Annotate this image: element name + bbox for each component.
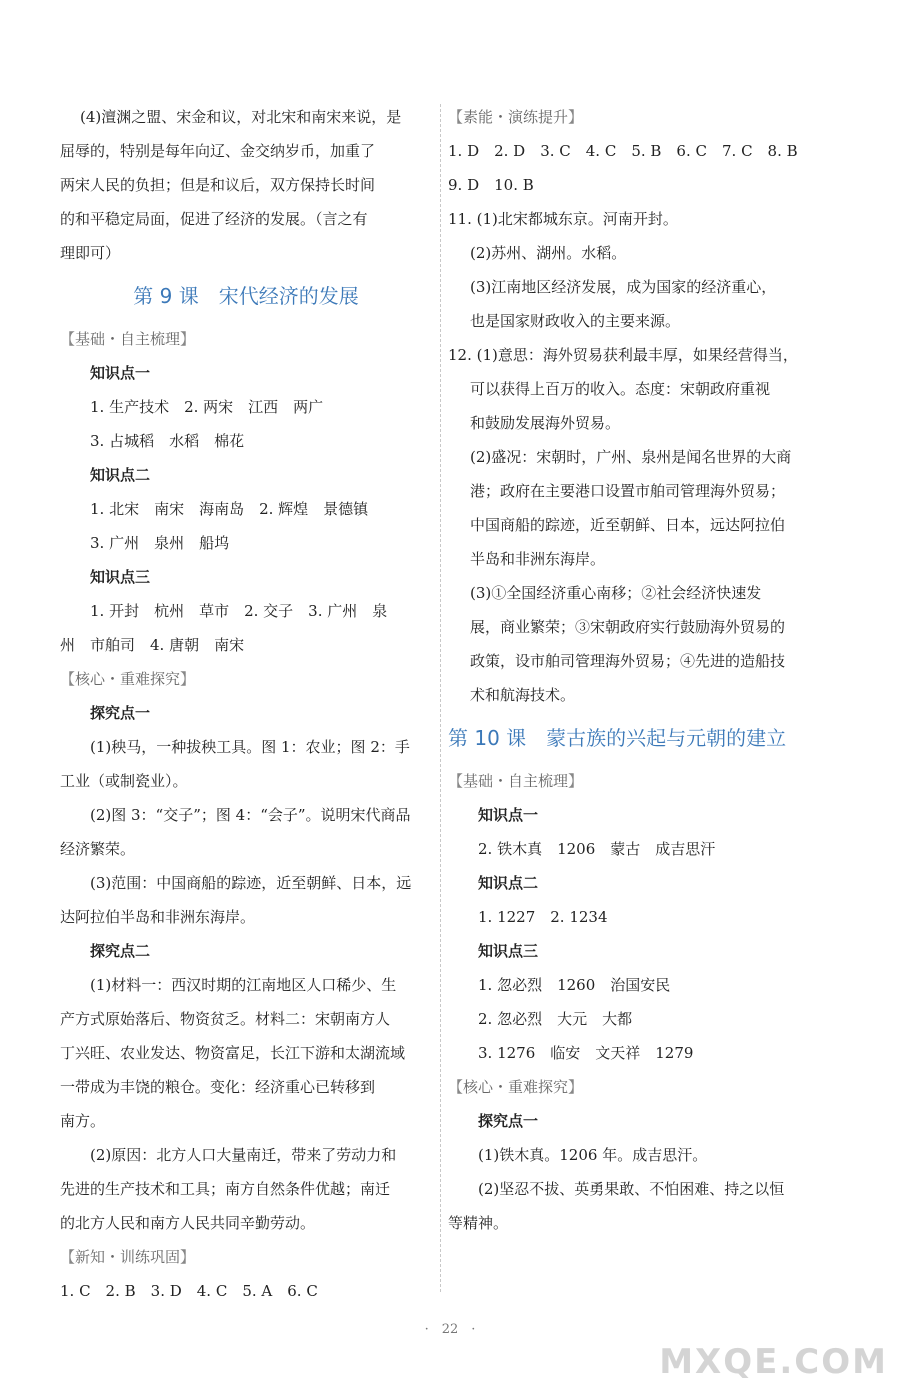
page-number: · 22 · (424, 1322, 476, 1337)
section-tag: 【核心・重难探究】 (60, 670, 196, 688)
text-line: (4)澶渊之盟、宋金和议，对北宋和南宋来说，是 (80, 108, 402, 126)
question-11-line: (3)江南地区经济发展，成为国家的经济重心， (470, 278, 777, 296)
knowledge-point-title: 知识点一 (478, 806, 539, 824)
text-line: 丁兴旺、农业发达、物资富足，长江下游和太湖流域 (60, 1044, 406, 1062)
question-12-line: 港；政府在主要港口设置市舶司管理海外贸易； (470, 482, 786, 500)
answer-line: 3. 占城稻 水稻 棉花 (90, 432, 245, 450)
section-tag: 【基础・自主梳理】 (448, 772, 584, 790)
right-column (448, 100, 830, 1240)
question-12-line: 中国商船的踪迹，近至朝鲜、日本，远达阿拉伯 (470, 516, 786, 534)
answer-line: 1. 北宋 南宋 海南岛 2. 辉煌 景德镇 (90, 500, 369, 518)
answer-line: 2. 忽必烈 大元 大都 (478, 1010, 633, 1028)
question-12-line: (3)①全国经济重心南移；②社会经济快速发 (470, 584, 762, 602)
text-line: (2)坚忍不拔、英勇果敢、不怕困难、持之以恒 (478, 1180, 785, 1198)
text-line: 南方。 (60, 1112, 106, 1130)
text-line: (1)材料一：西汉时期的江南地区人口稀少、生 (90, 976, 397, 994)
answer-line: 1. 生产技术 2. 两宋 江西 两广 (90, 398, 324, 416)
text-line: (2)原因：北方人口大量南迁，带来了劳动力和 (90, 1146, 397, 1164)
answer-line: 3. 1276 临安 文天祥 1279 (478, 1044, 694, 1062)
section-tag: 【新知・训练巩固】 (60, 1248, 196, 1266)
text-line: 两宋人民的负担；但是和议后，双方保持长时间 (60, 176, 376, 194)
text-line: 等精神。 (448, 1214, 509, 1232)
text-line: 一带成为丰饶的粮仓。变化：经济重心已转移到 (60, 1078, 376, 1096)
question-12-line: (2)盛况：宋朝时，广州、泉州是闻名世界的大商 (470, 448, 792, 466)
knowledge-point-title: 知识点三 (90, 568, 151, 586)
answer-line: 2. 铁木真 1206 蒙古 成吉思汗 (478, 840, 716, 858)
text-line: (1)铁木真。1206 年。成吉思汗。 (478, 1146, 708, 1164)
text-line: 工业（或制瓷业）。 (60, 772, 188, 790)
left-column (60, 100, 432, 1308)
knowledge-point-title: 知识点一 (90, 364, 151, 382)
knowledge-point-title: 知识点二 (90, 466, 151, 484)
question-12-line: 展，商业繁荣；③宋朝政府实行鼓励海外贸易的 (470, 618, 786, 636)
question-12-line: 半岛和非洲东海岸。 (470, 550, 606, 568)
lesson-9-title: 第 9 课 宋代经济的发展 (133, 284, 359, 308)
answer-line: 1. 1227 2. 1234 (478, 908, 608, 926)
explore-point-title: 探究点二 (90, 942, 151, 960)
text-line: (1)秧马，一种拔秧工具。图 1：农业；图 2：手 (90, 738, 410, 756)
answer-line: 州 市舶司 4. 唐朝 南宋 (60, 636, 245, 654)
text-line: 理即可） (60, 244, 121, 262)
question-12-line: 政策，设市舶司管理海外贸易；④先进的造船技 (470, 652, 786, 670)
text-line: 屈辱的，特别是每年向辽、金交纳岁币，加重了 (60, 142, 376, 160)
watermark-logo: MXQE.COM (659, 1342, 888, 1382)
text-line: 先进的生产技术和工具；南方自然条件优越；南迁 (60, 1180, 391, 1198)
question-12-line: 和鼓励发展海外贸易。 (470, 414, 621, 432)
answer-line: 3. 广州 泉州 船坞 (90, 534, 230, 552)
section-tag: 【素能・演练提升】 (448, 108, 584, 126)
text-line: 达阿拉伯半岛和非洲东海岸。 (60, 908, 256, 926)
text-line: 的和平稳定局面，促进了经济的发展。（言之有 (60, 210, 368, 228)
answer-line: 1. D 2. D 3. C 4. C 5. B 6. C 7. C 8. B (448, 142, 798, 160)
answer-line: 1. 忽必烈 1260 治国安民 (478, 976, 671, 994)
question-12-line: 术和航海技术。 (470, 686, 576, 704)
explore-point-title: 探究点一 (90, 704, 151, 722)
question-11-line: (2)苏州、湖州。水稻。 (470, 244, 627, 262)
knowledge-point-title: 知识点二 (478, 874, 539, 892)
text-line: 经济繁荣。 (60, 840, 136, 858)
question-11-line: 11. (1)北宋都城东京。河南开封。 (448, 210, 678, 228)
section-tag: 【基础・自主梳理】 (60, 330, 196, 348)
question-12-line: 12. (1)意思：海外贸易获利最丰厚，如果经营得当， (448, 346, 798, 364)
text-line: 产方式原始落后、物资贫乏。材料二：宋朝南方人 (60, 1010, 391, 1028)
text-line: (3)范围：中国商船的踪迹，近至朝鲜、日本，远 (90, 874, 412, 892)
question-12-line: 可以获得上百万的收入。态度：宋朝政府重视 (470, 380, 771, 398)
knowledge-point-title: 知识点三 (478, 942, 539, 960)
question-11-line: 也是国家财政收入的主要来源。 (470, 312, 681, 330)
answer-line: 1. C 2. B 3. D 4. C 5. A 6. C (60, 1282, 318, 1300)
section-tag: 【核心・重难探究】 (448, 1078, 584, 1096)
lesson-10-title: 第 10 课 蒙古族的兴起与元朝的建立 (448, 726, 787, 750)
answer-line: 1. 开封 杭州 草市 2. 交子 3. 广州 泉 (90, 602, 388, 620)
text-line: (2)图 3：“交子”；图 4：“会子”。说明宋代商品 (90, 806, 411, 824)
column-divider (440, 104, 441, 1292)
explore-point-title: 探究点一 (478, 1112, 539, 1130)
answer-line: 9. D 10. B (448, 176, 534, 194)
text-line: 的北方人民和南方人民共同辛勤劳动。 (60, 1214, 316, 1232)
